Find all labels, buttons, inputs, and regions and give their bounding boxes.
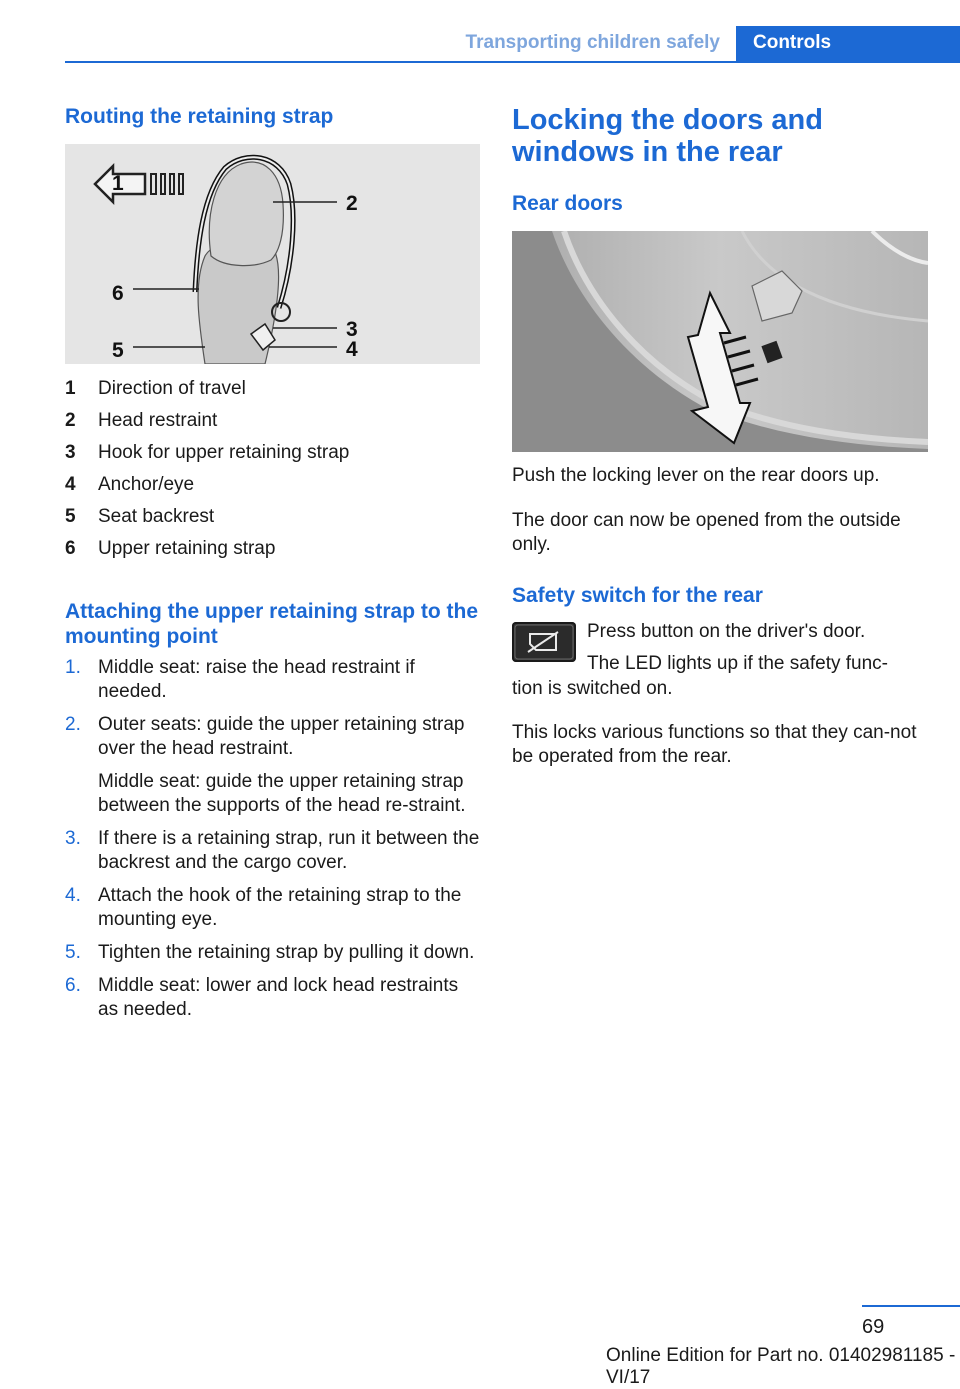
step-number: 1. — [65, 657, 81, 678]
retaining-strap-illustration — [65, 144, 480, 364]
callout-2: 2 — [346, 192, 358, 215]
running-header-section: Transporting children safely — [465, 32, 720, 53]
callout-5: 5 — [112, 339, 124, 362]
legend-item — [65, 441, 480, 473]
legend-item — [65, 409, 480, 441]
section-heading-routing: Routing the retaining strap — [65, 105, 334, 128]
legend-item — [65, 537, 480, 569]
legend-text: Seat backrest — [98, 506, 215, 527]
step-number: 6. — [65, 975, 81, 996]
legend-number: 2 — [65, 410, 76, 431]
legend-text: Hook for upper retaining strap — [98, 442, 350, 463]
safety-lock-description: This locks various functions so that they can‐not be operated from the rear. — [512, 722, 917, 767]
safety-led-note-line2: tion is switched on. — [512, 678, 673, 699]
callout-1: 1 — [112, 172, 124, 195]
legend-item — [65, 505, 480, 537]
arrow-stripe — [151, 174, 156, 194]
callout-6: 6 — [112, 282, 124, 305]
legend-number: 3 — [65, 442, 76, 463]
step-number: 4. — [65, 885, 81, 906]
legend-text: Direction of travel — [98, 378, 246, 399]
instruction-steps — [65, 656, 480, 1031]
legend-item — [65, 473, 480, 505]
figure-retaining-strap — [65, 144, 480, 364]
figure-rear-door-lock — [512, 231, 928, 452]
section-heading-safety-switch: Safety switch for the rear — [512, 584, 763, 607]
legend-number: 6 — [65, 538, 76, 559]
step-item — [65, 713, 480, 818]
step-text: Tighten the retaining strap by pulling it down. — [98, 942, 475, 963]
legend-text: Head restraint — [98, 410, 218, 431]
arrow-stripe — [179, 174, 183, 194]
legend-item — [65, 377, 480, 409]
step-number: 2. — [65, 714, 81, 735]
step-item — [65, 827, 480, 875]
rear-doors-instruction: Push the locking lever on the rear doors up. — [512, 465, 880, 486]
legend-number: 4 — [65, 474, 76, 495]
arrow-stripe — [161, 174, 165, 194]
step-number: 5. — [65, 942, 81, 963]
rear-doors-note: The door can now be opened from the outside only. — [512, 510, 901, 555]
step-text: Middle seat: raise the head restraint if needed. — [98, 657, 415, 702]
figure-legend — [65, 377, 480, 569]
page-title: Locking the doors and windows in the rear — [512, 104, 823, 168]
safety-switch-button-icon — [512, 622, 576, 662]
footer-rule — [862, 1305, 960, 1307]
arrow-stripe — [170, 174, 174, 194]
step-item — [65, 884, 480, 932]
step-subtext: Middle seat: guide the upper retaining strap between the supports of the head re‐straint. — [98, 771, 466, 816]
legend-text: Upper retaining strap — [98, 538, 276, 559]
safety-led-note-line1: The LED lights up if the safety func‐ — [587, 653, 888, 674]
legend-number: 5 — [65, 506, 76, 527]
page-number: 69 — [862, 1316, 885, 1338]
safety-switch-instruction: Press button on the driver's door. — [587, 621, 866, 642]
running-header-chapter-tab: Controls — [736, 26, 960, 62]
step-text: Attach the hook of the retaining strap to the mounting eye. — [98, 885, 462, 930]
step-number: 3. — [65, 828, 81, 849]
header-rule — [65, 61, 960, 63]
window-lock-icon — [512, 622, 576, 662]
step-item — [65, 941, 480, 965]
step-item — [65, 656, 480, 704]
step-text: If there is a retaining strap, run it between the backrest and the cargo cover. — [98, 828, 480, 873]
subheading-attaching-strap: Attaching the upper retaining strap to the mounting point — [65, 600, 479, 648]
legend-text: Anchor/eye — [98, 474, 195, 495]
step-item — [65, 974, 480, 1022]
callout-4: 4 — [346, 338, 358, 361]
step-text: Middle seat: lower and lock head restraints as needed. — [98, 975, 459, 1020]
step-text: Outer seats: guide the upper retaining strap over the head restraint. — [98, 714, 465, 759]
footer-edition: Online Edition for Part no. 01402981185 - VI/17 — [606, 1345, 956, 1388]
rear-door-illustration — [512, 231, 928, 452]
callout-3: 3 — [346, 318, 358, 341]
legend-number: 1 — [65, 378, 76, 399]
section-heading-rear-doors: Rear doors — [512, 192, 623, 215]
